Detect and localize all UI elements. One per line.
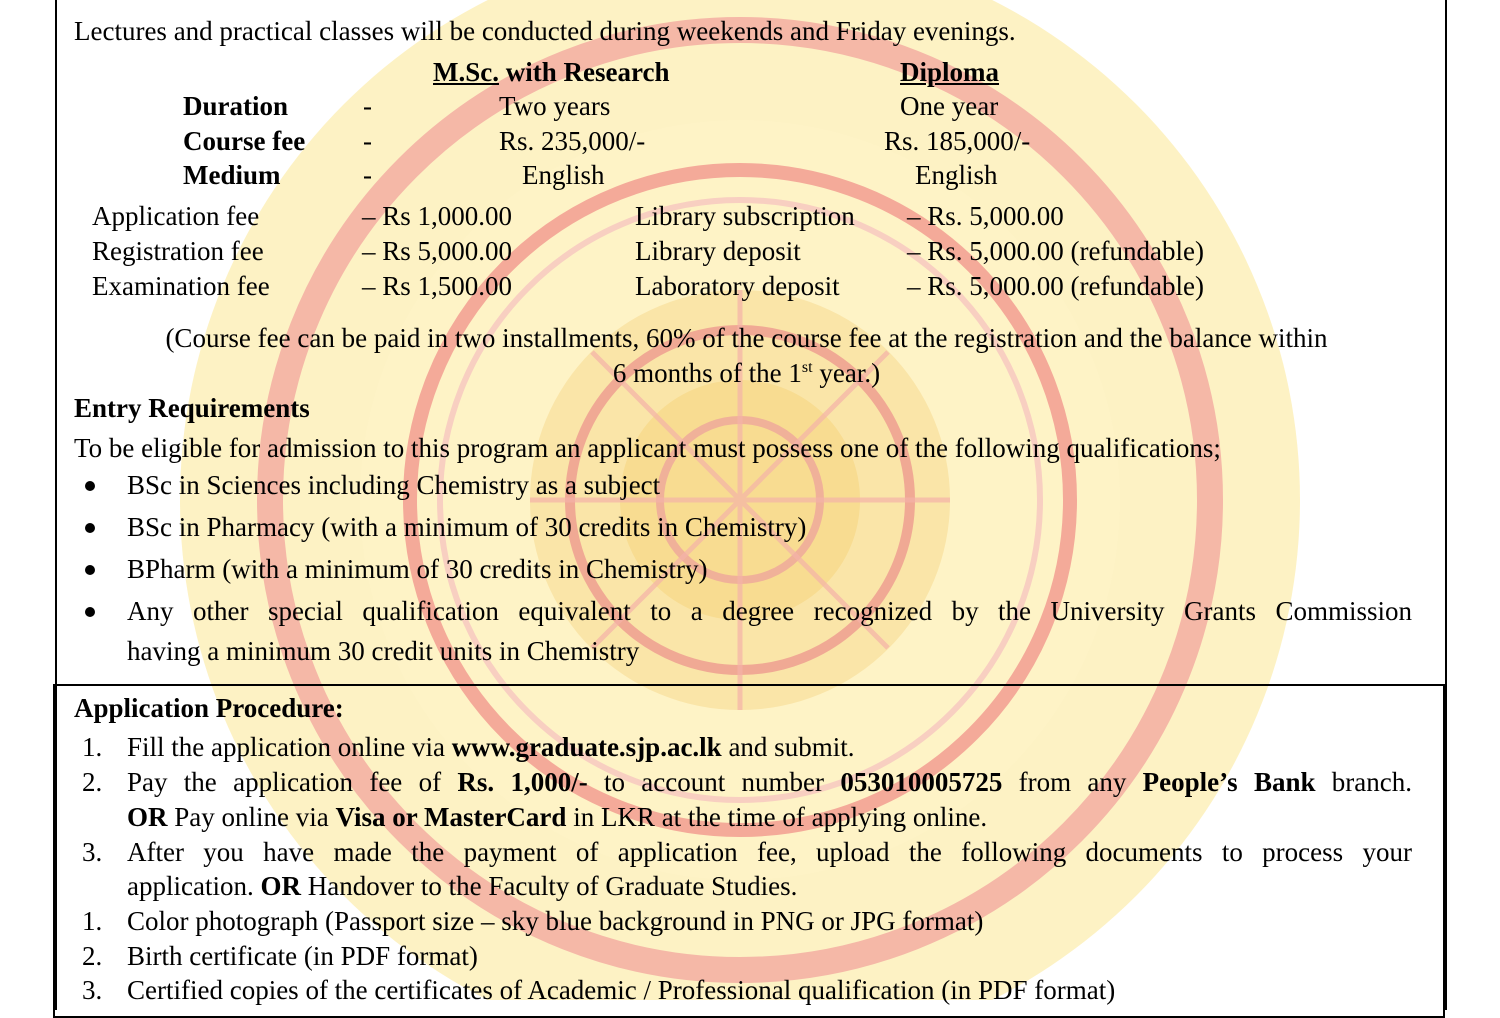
medium-msc: English <box>522 160 605 190</box>
medium-sep: - <box>363 160 372 190</box>
bullet-icon <box>85 523 95 533</box>
step-number: 3. <box>82 837 103 867</box>
fee-label: Library deposit <box>635 236 801 266</box>
duration-msc: Two years <box>499 91 611 121</box>
step-1: Fill the application online via www.graduate.sjp.ac.lk and submit. <box>127 732 855 762</box>
installment-note-line2: 6 months of the 1st year.) <box>612 358 881 388</box>
duration-label: Duration <box>183 91 289 121</box>
entry-item: BSc in Pharmacy (with a minimum of 30 credits in Chemistry) <box>127 512 807 542</box>
doc-number: 2. <box>82 941 103 971</box>
fee-label: Laboratory deposit <box>635 271 840 301</box>
fee-label: Library subscription <box>635 201 855 231</box>
entry-item: BSc in Sciences including Chemistry as a subject <box>127 470 661 500</box>
doc-item: Certified copies of the certificates of Academic / Professional qualification (in PDF format) <box>127 975 1116 1005</box>
course-fee-label: Course fee <box>183 126 306 156</box>
doc-number: 1. <box>82 906 103 936</box>
entry-item-continuation: having a minimum 30 credit units in Chemistry <box>127 636 640 666</box>
course-fee-msc: Rs. 235,000/- <box>499 126 646 156</box>
msc-header: M.Sc. with Research <box>433 57 670 87</box>
medium-label: Medium <box>183 160 281 190</box>
website-link[interactable]: www.graduate.sjp.ac.lk <box>451 732 722 762</box>
bullet-icon <box>85 565 95 575</box>
step-3: After you have made the payment of application fee, upload the following documents to process your <box>127 837 1412 867</box>
entry-item: BPharm (with a minimum of 30 credits in Chemistry) <box>127 554 708 584</box>
step-2-continuation: OR Pay online via Visa or MasterCard in LKR at the time of applying online. <box>127 802 988 832</box>
entry-item: Any other special qualification equivalent to a degree recognized by the University Grants Commission <box>127 596 1412 626</box>
installment-note-line1: (Course fee can be paid in two installments, 60% of the course fee at the registration and the balance within <box>165 323 1328 353</box>
bullet-icon <box>85 481 95 491</box>
fee-label: Application fee <box>92 201 260 231</box>
fee-value: – Rs 5,000.00 <box>362 236 513 266</box>
step-3-continuation: application. OR Handover to the Faculty of Graduate Studies. <box>127 871 798 901</box>
bullet-icon <box>85 607 95 617</box>
procedure-heading: Application Procedure: <box>74 693 344 723</box>
duration-diploma: One year <box>900 91 999 121</box>
course-fee-sep: - <box>363 126 372 156</box>
step-number: 2. <box>82 767 103 797</box>
doc-number: 3. <box>82 975 103 1005</box>
duration-sep: - <box>363 91 372 121</box>
intro-line: Lectures and practical classes will be conducted during weekends and Friday evenings. <box>74 16 1016 46</box>
fee-value: – Rs 1,000.00 <box>362 201 513 231</box>
fee-value: – Rs. 5,000.00 <box>907 201 1064 231</box>
fee-label: Registration fee <box>92 236 264 266</box>
course-fee-diploma: Rs. 185,000/- <box>884 126 1031 156</box>
entry-intro: To be eligible for admission to this program an applicant must possess one of the following qualifications; <box>74 433 1221 463</box>
step-number: 1. <box>82 732 103 762</box>
doc-item: Color photograph (Passport size – sky blue background in PNG or JPG format) <box>127 906 984 936</box>
fee-label: Examination fee <box>92 271 270 301</box>
step-2: Pay the application fee of Rs. 1,000/- to account number 053010005725 from any People’s Bank branch. <box>127 767 1412 797</box>
diploma-header: Diploma <box>900 57 1000 87</box>
medium-diploma: English <box>915 160 998 190</box>
fee-value: – Rs. 5,000.00 (refundable) <box>907 271 1204 301</box>
entry-heading: Entry Requirements <box>74 393 310 423</box>
doc-item: Birth certificate (in PDF format) <box>127 941 478 971</box>
fee-value: – Rs 1,500.00 <box>362 271 513 301</box>
fee-value: – Rs. 5,000.00 (refundable) <box>907 236 1204 266</box>
